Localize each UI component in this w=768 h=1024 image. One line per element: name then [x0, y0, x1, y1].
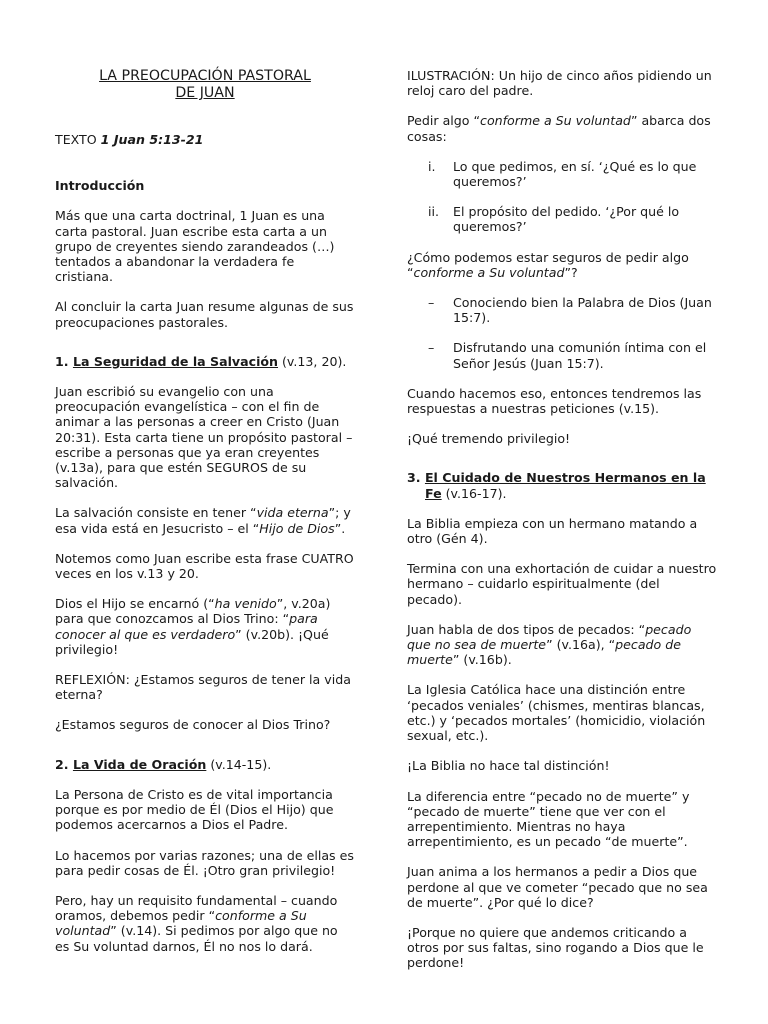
- list-item-text: Conociendo bien la Palabra de Dios (Juan 15:7).: [453, 295, 712, 326]
- dash-list: [407, 295, 717, 371]
- section-1-heading: [55, 354, 355, 369]
- list-item: [407, 159, 717, 189]
- list-marker: i.: [428, 158, 436, 174]
- texto-label: TEXTO: [55, 132, 101, 147]
- right-column: [407, 68, 717, 986]
- list-item-text: Disfrutando una comunión íntima con el Señor Jesús (Juan 15:7).: [453, 340, 707, 371]
- list-item: [407, 340, 717, 370]
- section-number: 3.: [407, 470, 425, 486]
- section-1-paragraph-1: Juan escribió su evangelio con una preocupación evangelística – con el fin de animar a las personas a creer en Cristo (Juan 20:31). Esta carta tiene un propósito pastoral – escribe a personas que ya eran creyentes (v.13a), para que estén SEGUROS de su salvación.: [55, 384, 353, 491]
- section-3-paragraph-4: La Iglesia Católica hace una distinción entre ‘pecados veniales’ (chismes, mentiras blancas, etc.) y ‘pecados mortales’ (homicidio, violación sexual, etc.).: [407, 682, 706, 744]
- section-title: La Seguridad de la Salvación: [72, 353, 279, 369]
- section-title: La Vida de Oración: [72, 756, 207, 772]
- section-3-paragraph-1: La Biblia empieza con un hermano matando a otro (Gén 4).: [407, 515, 698, 547]
- section-3-paragraph-8: ¡Porque no quiere que andemos criticando a otros por sus faltas, sino rogando a Dios que le perdone!: [407, 924, 704, 971]
- como-paragraph: ¿Cómo podemos estar seguros de pedir algo “conforme a Su voluntad”?: [407, 249, 689, 280]
- intro-paragraph-2: Al concluir la carta Juan resume algunas de sus preocupaciones pastorales.: [55, 299, 354, 330]
- section-1-paragraph-3: Notemos como Juan escribe esta frase CUATRO veces en los v.13 y 20.: [55, 550, 354, 582]
- texto-ref: 1 Juan 5:13-21: [100, 132, 204, 147]
- section-2-paragraph-1: La Persona de Cristo es de vital importancia porque es por medio de Él (Dios el Hijo) que podemos acercarnos a Dios el Padre.: [55, 786, 334, 833]
- pedir-paragraph: Pedir algo “conforme a Su voluntad” abarca dos cosas:: [407, 113, 711, 144]
- section-3-paragraph-2: Termina con una exhortación de cuidar a nuestro hermano – cuidarlo espiritualmente (del pecado).: [407, 561, 717, 607]
- section-3-paragraph-7: Juan anima a los hermanos a pedir a Dios que perdone al que ve cometer “pecado que no sea de muerte”. ¿Por qué lo dice?: [407, 864, 708, 910]
- section-number: 2.: [55, 756, 73, 772]
- document-title: [55, 68, 355, 102]
- list-item-text: El propósito del pedido. ‘¿Por qué lo queremos?’: [453, 204, 680, 235]
- section-2-paragraph-2: Lo hacemos por varias razones; una de ellas es para pedir cosas de Él. ¡Otro gran privilegio!: [55, 847, 354, 878]
- section-2-heading: [55, 757, 355, 772]
- section-3-paragraph-5: ¡La Biblia no hace tal distinción!: [407, 758, 610, 774]
- section-3-heading: [407, 470, 717, 500]
- title-line-1: LA PREOCUPACIÓN PASTORAL: [99, 68, 311, 84]
- list-item-text: Lo que pedimos, en sí. ‘¿Qué es lo que queremos?’: [453, 158, 697, 190]
- cuando-paragraph: Cuando hacemos eso, entonces tendremos las respuestas a nuestras peticiones (v.15).: [407, 385, 702, 417]
- section-1-paragraph-4: Dios el Hijo se encarnó (“ha venido”, v.20a) para que conozcamos al Dios Trino: “para conocer al que es verdadero” (v.20b). ¡Qué privilegio!: [55, 596, 331, 657]
- intro-paragraph-1: Más que una carta doctrinal, 1 Juan es una carta pastoral. Juan escribe esta carta a un grupo de creyentes siendo zarandeados (…) tentados a abandonar la verdadera fe cristiana.: [55, 208, 335, 285]
- list-marker: –: [428, 340, 435, 356]
- section-1-paragraph-2: La salvación consiste en tener “vida eterna”; y esa vida está en Jesucristo – el “Hijo de Dios”.: [55, 505, 351, 536]
- section-title: El Cuidado de Nuestros Hermanos en la Fe: [424, 470, 706, 501]
- title-line-2: DE JUAN: [175, 85, 235, 101]
- section-ref: (v.13, 20).: [278, 353, 347, 369]
- list-item: [407, 204, 717, 234]
- list-item: [407, 295, 717, 325]
- ilustracion-paragraph: ILUSTRACIÓN: Un hijo de cinco años pidiendo un reloj caro del padre.: [407, 68, 712, 99]
- section-number: 1.: [55, 353, 73, 369]
- section-ref: (v.14-15).: [206, 756, 272, 772]
- tremendo-paragraph: ¡Qué tremendo privilegio!: [407, 431, 571, 447]
- list-marker: –: [428, 295, 435, 311]
- section-1-reflexion: REFLEXIÓN: ¿Estamos seguros de tener la vida eterna?: [55, 672, 351, 703]
- section-2-paragraph-3: Pero, hay un requisito fundamental – cuando oramos, debemos pedir “conforme a Su voluntad” (v.14). Si pedimos por algo que no es Su voluntad darnos, Él no nos lo dará.: [55, 892, 338, 954]
- section-3-paragraph-3: Juan habla de dos tipos de pecados: “pecado que no sea de muerte” (v.16a), “pecado de muerte” (v.16b).: [407, 621, 692, 668]
- texto-reference: [55, 132, 355, 147]
- roman-list: [407, 159, 717, 235]
- section-ref: (v.16-17).: [441, 485, 507, 501]
- intro-heading: Introducción: [55, 178, 145, 194]
- list-marker: ii.: [428, 204, 440, 220]
- section-1-paragraph-6: ¿Estamos seguros de conocer al Dios Trino?: [55, 717, 331, 733]
- section-3-paragraph-6: La diferencia entre “pecado no de muerte” y “pecado de muerte” tiene que ver con el arrepentimiento. Mientras no haya arrepentimiento, es un pecado “de muerte”.: [407, 788, 690, 850]
- left-column: [55, 68, 355, 969]
